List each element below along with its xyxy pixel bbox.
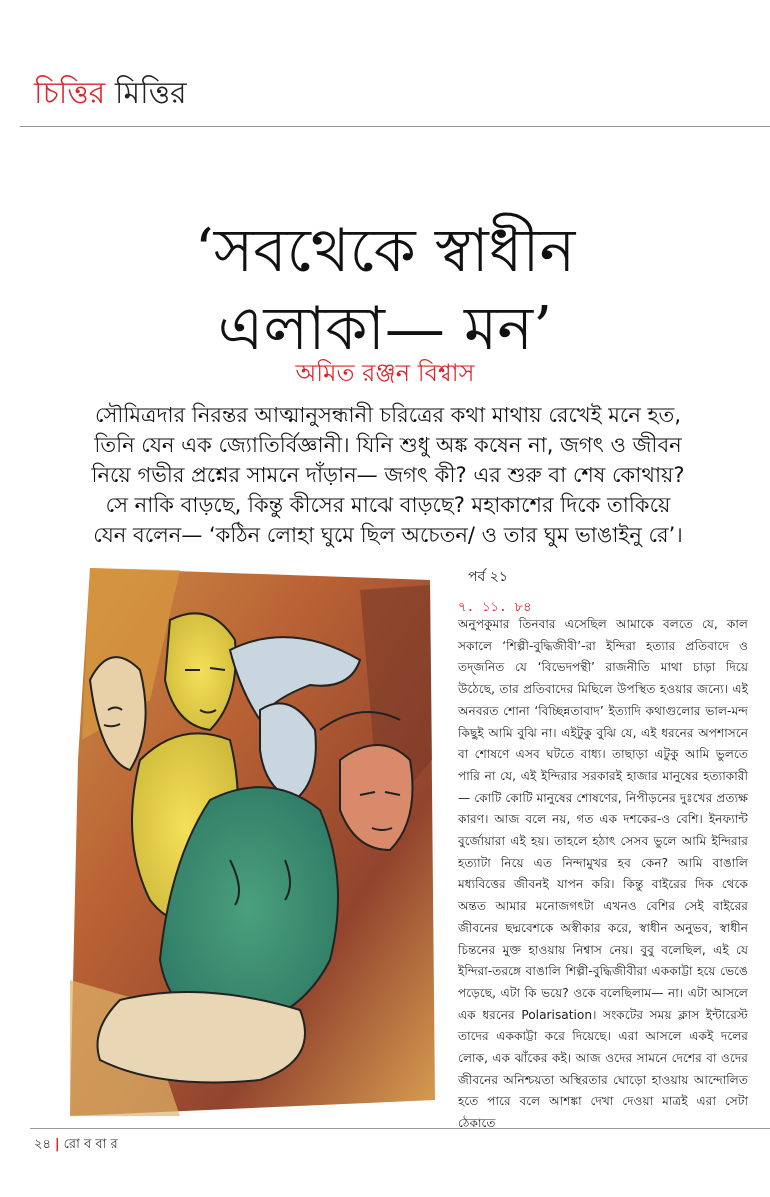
footer-divider [30,1128,770,1129]
page-number: ২৪ [34,1137,51,1152]
section-header-red: চিত্তির [34,76,106,111]
diary-date: ৭. ১১. ৮৪ [458,600,532,615]
article-title [0,212,770,368]
section-header [34,76,187,112]
part-number: পর্ব ২১ [468,569,508,585]
footer-separator: | [54,1137,60,1152]
title-line-1: ‘সবথেকে স্বাধীন [194,216,576,286]
publication-name: রো ব বা র [63,1137,118,1152]
lede-paragraph: সৌমিত্রদার নিরন্তর আত্মানুসন্ধানী চরিত্রের কথা মাথায় রেখেই মনে হত, তিনি যেন এক জ্যোতির্বিজ্ঞানী। যিনি শুধু অঙ্ক কষেন না, জগৎ ও জীবন নিয়ে গভীর প্রশ্নের সামনে দাঁড়ান— জগৎ কী? এর শুরু বা শেষ কোথায়? সে নাকি বাড়ছে, কিন্তু কীসের মাঝে বাড়ছে? মহাকাশের দিকে তাকিয়ে যেন বলেন— ‘কঠিন লোহা ঘুমে ছিল অচেতন/ ও তার ঘুম ভাঙাইনু রে’। [91,403,685,547]
title-line-2: এলাকা— মন’ [217,294,553,364]
article-body: অনুপকুমার তিনবার এসেছিল আমাকে বলতে যে, কাল সকালে ‘শিল্পী-বুদ্ধিজীবী’-রা ইন্দিরা হত্যার প্রতিবাদে ও তদ্‌জনিত যে ‘বিভেদপন্থী’ রাজনীতি মাথা চাড়া দিয়ে উঠেছে, তার প্রতিবাদের মিছিলে উপস্থিত হওয়ার জন্যে। এই অনবরত শোনা ‘বিচ্ছিন্নতাবাদ’ ইত্যাদি কথাগুলোর ভাল-মন্দ কিছুই আমি বুঝি না। এইটুকু বুঝি যে, এই ধরনের অপশাসনে বা শোষণে এসব ঘটতে বাধ্য। তাছাড়া এটুকু আমি ভুলতে পারি না যে, এই ইন্দিরার সরকারই হাজার মানুষের হত্যাকারী— কোটি কোটি মানুষের শোষণের, নিপীড়নের দুঃখের প্রত্যক্ষ কারণ। আজ বলে নয়, গত এক দশকের-ও বেশি। ইনফ্যান্ট বুর্জোয়ারা এই হয়। তাহলে হঠাৎ সেসব ভুলে আমি ইন্দিরার হত্যাটা নিয়ে এত নিন্দামুখর হব কেন? আমি বাঙালি মধ্যবিত্তের জীবনই যাপন করি। কিন্তু বাইরের দিক থেকে অন্তত আমার মনোজগৎটা এখনও বেশির সেই বাইরের জীবনের ছদ্মবেশকে অস্বীকার করে, স্বাধীন অনুভব, স্বাধীন চিন্তনের মুক্ত হাওয়ায় নিশ্বাস নেয়। বুবু বলেছিল, এই যে ইন্দিরা-তরঙ্গে বাঙালি শিল্পী-বুদ্ধিজীবীরা এককাট্টা হয়ে ভেঙে পড়েছে, এটা কি ভয়ে? ওকে বলেছিলাম— না। এটা আসলে এক ধরনের Polarisation। সংকটের সময় ক্লাস ইন্টারেস্ট তাদের এককাট্টা করে দিয়েছে। এরা আসলে একই দলের লোক, এক ঝাঁকের কই। আজ ওদের সামনে দেশের বা ওদের জীবনের অনিশ্চয়তা অস্থিরতার ঘোড়ো হাওয়ায় আন্দোলিত হতে পারে বলে আশঙ্কা দেখা দেওয়া মাত্রই এরা সেটা ঠেকাতে [458,617,748,1131]
page-footer [34,1135,118,1156]
author-byline: অমিত রঞ্জন বিশ্বাস [295,359,475,387]
section-header-dark: মিত্তির [114,76,187,111]
header-divider [20,126,770,127]
painting-illustration [60,560,440,1120]
